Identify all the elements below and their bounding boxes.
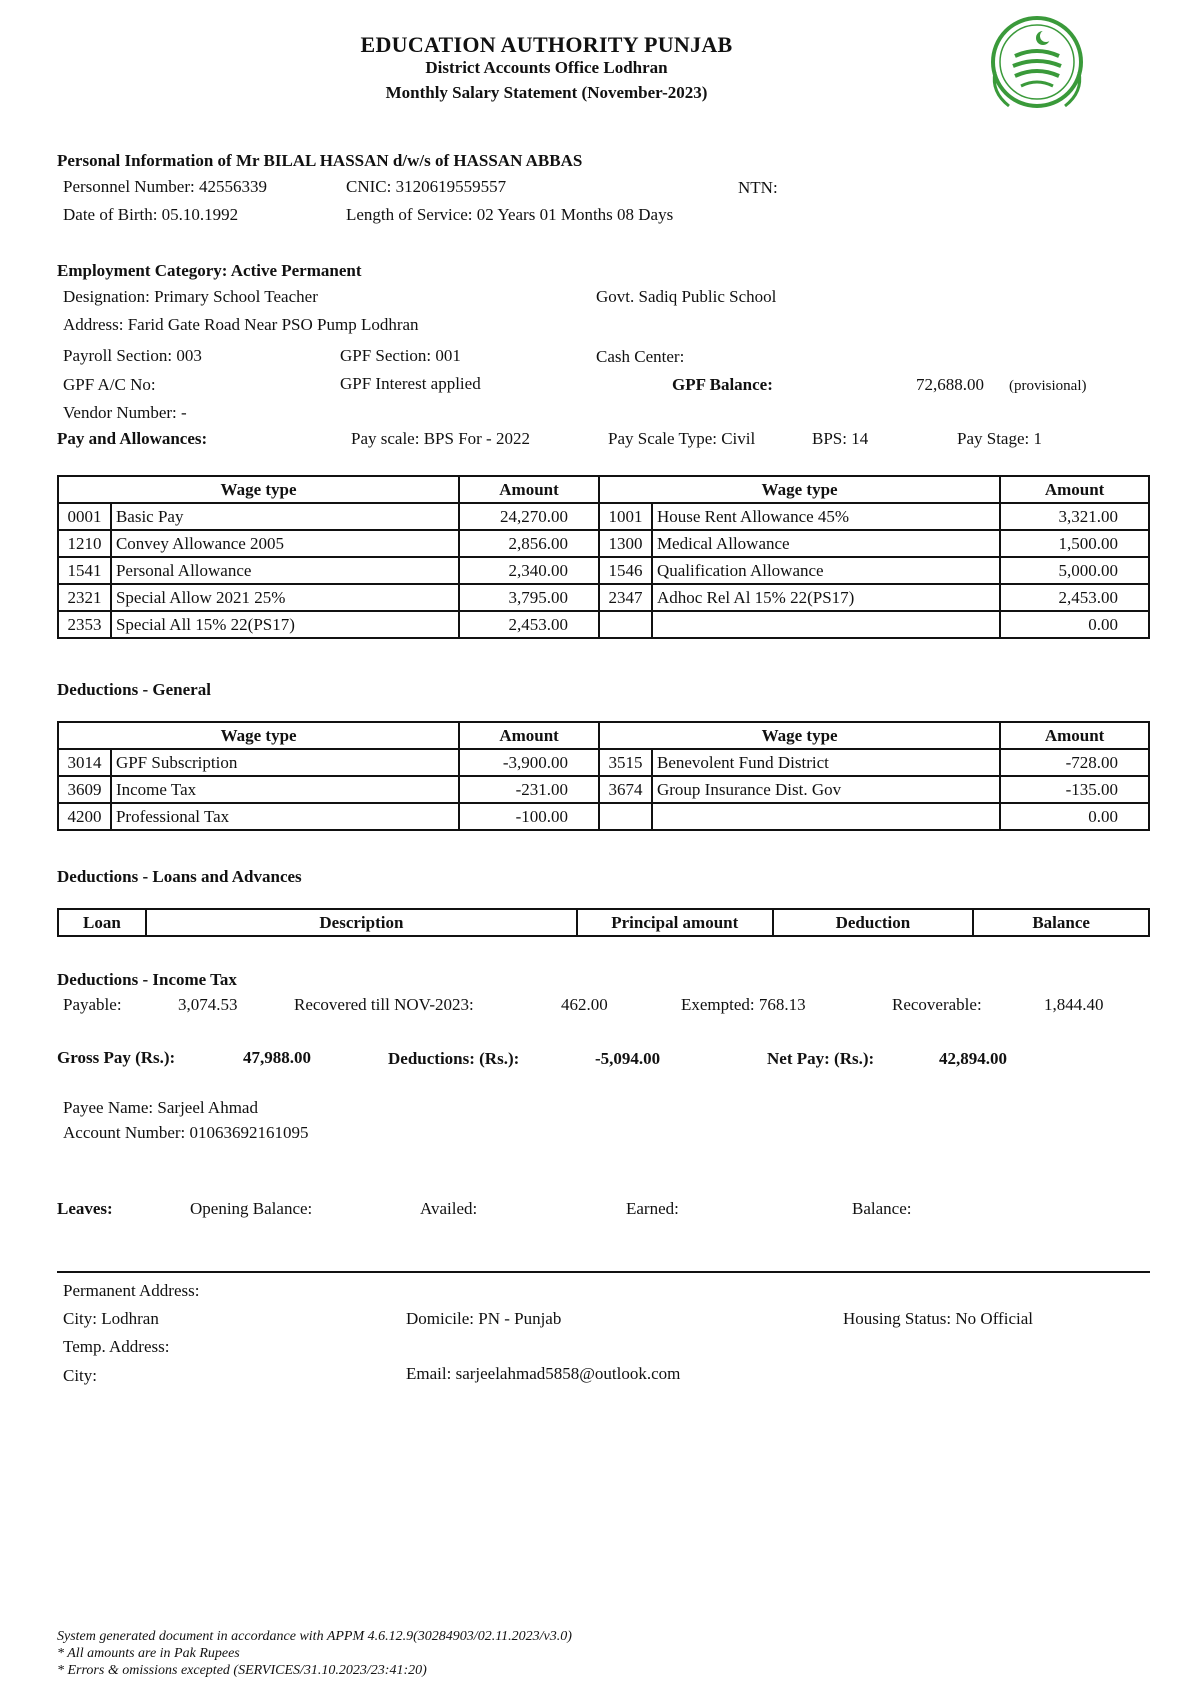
wage-type: Medical Allowance (652, 530, 1000, 557)
personnel-number: Personnel Number: 42556339 (63, 177, 267, 196)
temp-address: Temp. Address: (63, 1337, 170, 1356)
amount: -135.00 (1000, 776, 1149, 803)
wage-code: 4200 (58, 803, 111, 830)
organization-title: EDUCATION AUTHORITY PUNJAB (360, 32, 733, 57)
bps: BPS: 14 (812, 429, 869, 448)
wage-type: Group Insurance Dist. Gov (652, 776, 1000, 803)
exempted: Exempted: 768.13 (681, 995, 806, 1014)
deductions-general-table (57, 721, 1150, 831)
domicile: Domicile: PN - Punjab (406, 1309, 562, 1328)
wage-type: Personal Allowance (111, 557, 459, 584)
recovered-value: 462.00 (561, 995, 608, 1014)
amount: 2,856.00 (459, 530, 599, 557)
loans-header-row (58, 909, 1149, 936)
principal-header: Principal amount (577, 909, 773, 936)
wage-type: GPF Subscription (111, 749, 459, 776)
gpf-balance-note: (provisional) (1009, 378, 1087, 394)
amount: 1,500.00 (1000, 530, 1149, 557)
deduction-header: Deduction (773, 909, 974, 936)
deductions-total-label: Deductions: (Rs.): (388, 1049, 520, 1068)
account-number: Account Number: 01063692161095 (63, 1123, 309, 1142)
amount: 0.00 (1000, 803, 1149, 830)
payroll-section: Payroll Section: 003 (63, 346, 202, 365)
table-row (58, 776, 1149, 803)
wage-code: 1300 (599, 530, 652, 557)
wage-code: 2321 (58, 584, 111, 611)
amount: -231.00 (459, 776, 599, 803)
email: Email: sarjeelahmad5858@outlook.com (406, 1364, 681, 1383)
cash-center: Cash Center: (596, 347, 685, 366)
table-row (58, 584, 1149, 611)
wage-type: Convey Allowance 2005 (111, 530, 459, 557)
loans-title: Deductions - Loans and Advances (57, 867, 302, 886)
leaves-label: Leaves: (57, 1199, 113, 1218)
wage-code: 3515 (599, 749, 652, 776)
gpf-account-number: GPF A/C No: (63, 375, 156, 394)
amount-header: Amount (459, 476, 599, 503)
designation: Designation: Primary School Teacher (63, 287, 318, 306)
wage-type: Income Tax (111, 776, 459, 803)
punjab-emblem-icon (985, 12, 1089, 114)
deductions-total-value: -5,094.00 (595, 1049, 661, 1068)
vendor-number: Vendor Number: - (63, 403, 187, 422)
deductions-header-row (58, 722, 1149, 749)
personal-info-title: Personal Information of Mr BILAL HASSAN d/w/s of HASSAN ABBAS (57, 151, 583, 170)
recoverable-value: 1,844.40 (1044, 995, 1104, 1014)
address: Address: Farid Gate Road Near PSO Pump Lodhran (63, 315, 419, 334)
leave-balance: Balance: (852, 1199, 912, 1218)
length-of-service: Length of Service: 02 Years 01 Months 08 Days (346, 205, 674, 224)
footer-system-note: System generated document in accordance with APPM 4.6.12.9(30284903/02.11.2023/v3.0) (57, 1629, 572, 1644)
allowances-header-row (58, 476, 1149, 503)
wage-code (599, 803, 652, 830)
wage-type: Benevolent Fund District (652, 749, 1000, 776)
statement-title: Monthly Salary Statement (November-2023) (385, 83, 708, 102)
housing-status: Housing Status: No Official (843, 1309, 1033, 1328)
amount-header: Amount (1000, 476, 1149, 503)
pay-allowances-label: Pay and Allowances: (57, 429, 208, 448)
recovered-label: Recovered till NOV-2023: (294, 995, 474, 1014)
wage-type-header: Wage type (599, 722, 1000, 749)
pay-scale: Pay scale: BPS For - 2022 (351, 429, 530, 448)
wage-code: 1001 (599, 503, 652, 530)
table-row (58, 530, 1149, 557)
city: City: Lodhran (63, 1309, 159, 1328)
wage-type-header: Wage type (58, 476, 459, 503)
wage-code: 2353 (58, 611, 111, 638)
amount-header: Amount (459, 722, 599, 749)
net-pay-value: 42,894.00 (939, 1049, 1007, 1068)
recoverable-label: Recoverable: (892, 995, 982, 1014)
amount: -3,900.00 (459, 749, 599, 776)
wage-type (652, 611, 1000, 638)
net-pay-label: Net Pay: (Rs.): (767, 1049, 875, 1068)
payable-label: Payable: (63, 995, 122, 1014)
wage-type-header: Wage type (58, 722, 459, 749)
wage-type: House Rent Allowance 45% (652, 503, 1000, 530)
wage-type: Professional Tax (111, 803, 459, 830)
table-row (58, 803, 1149, 830)
wage-type: Special Allow 2021 25% (111, 584, 459, 611)
table-row (58, 611, 1149, 638)
section-divider (57, 1271, 1150, 1273)
loans-table (57, 908, 1150, 937)
table-row (58, 749, 1149, 776)
amount: -100.00 (459, 803, 599, 830)
amount: 2,453.00 (1000, 584, 1149, 611)
wage-type: Adhoc Rel Al 15% 22(PS17) (652, 584, 1000, 611)
ntn: NTN: (738, 178, 778, 197)
pay-scale-type: Pay Scale Type: Civil (608, 429, 756, 448)
table-row (58, 557, 1149, 584)
cnic: CNIC: 3120619559557 (346, 177, 507, 196)
deductions-general-title: Deductions - General (57, 680, 211, 699)
employment-category: Employment Category: Active Permanent (57, 261, 362, 280)
amount: 0.00 (1000, 611, 1149, 638)
temp-city: City: (63, 1366, 98, 1385)
gross-pay-value: 47,988.00 (243, 1048, 311, 1067)
footer-currency-note: * All amounts are in Pak Rupees (57, 1646, 240, 1661)
table-row (58, 503, 1149, 530)
payable-value: 3,074.53 (178, 995, 238, 1014)
gpf-section: GPF Section: 001 (340, 346, 461, 365)
amount: 24,270.00 (459, 503, 599, 530)
wage-code: 3014 (58, 749, 111, 776)
amount: 3,795.00 (459, 584, 599, 611)
office-name: District Accounts Office Lodhran (425, 58, 668, 77)
wage-code: 1541 (58, 557, 111, 584)
gross-pay-label: Gross Pay (Rs.): (57, 1048, 176, 1067)
footer-errors-note: * Errors & omissions excepted (SERVICES/31.10.2023/23:41:20) (57, 1663, 427, 1678)
amount-header: Amount (1000, 722, 1149, 749)
pay-stage: Pay Stage: 1 (957, 429, 1042, 448)
wage-code: 3609 (58, 776, 111, 803)
wage-type: Basic Pay (111, 503, 459, 530)
gpf-balance-value: 72,688.00 (916, 375, 984, 394)
wage-code: 3674 (599, 776, 652, 803)
loan-header: Loan (58, 909, 146, 936)
wage-code: 2347 (599, 584, 652, 611)
wage-type-header: Wage type (599, 476, 1000, 503)
description-header: Description (146, 909, 577, 936)
date-of-birth: Date of Birth: 05.10.1992 (63, 205, 239, 224)
amount: 3,321.00 (1000, 503, 1149, 530)
wage-code: 0001 (58, 503, 111, 530)
school-name: Govt. Sadiq Public School (596, 287, 777, 306)
payee-name: Payee Name: Sarjeel Ahmad (63, 1098, 258, 1117)
income-tax-title: Deductions - Income Tax (57, 970, 237, 989)
wage-type: Qualification Allowance (652, 557, 1000, 584)
opening-balance: Opening Balance: (190, 1199, 313, 1218)
gpf-interest: GPF Interest applied (340, 374, 481, 393)
amount: -728.00 (1000, 749, 1149, 776)
balance-header: Balance (973, 909, 1149, 936)
wage-type (652, 803, 1000, 830)
allowances-table (57, 475, 1150, 639)
amount: 2,453.00 (459, 611, 599, 638)
wage-code: 1210 (58, 530, 111, 557)
amount: 2,340.00 (459, 557, 599, 584)
permanent-address: Permanent Address: (63, 1281, 200, 1300)
availed: Availed: (420, 1199, 478, 1218)
earned: Earned: (626, 1199, 679, 1218)
wage-code: 1546 (599, 557, 652, 584)
gpf-balance-label: GPF Balance: (672, 375, 773, 394)
wage-code (599, 611, 652, 638)
wage-type: Special All 15% 22(PS17) (111, 611, 459, 638)
amount: 5,000.00 (1000, 557, 1149, 584)
